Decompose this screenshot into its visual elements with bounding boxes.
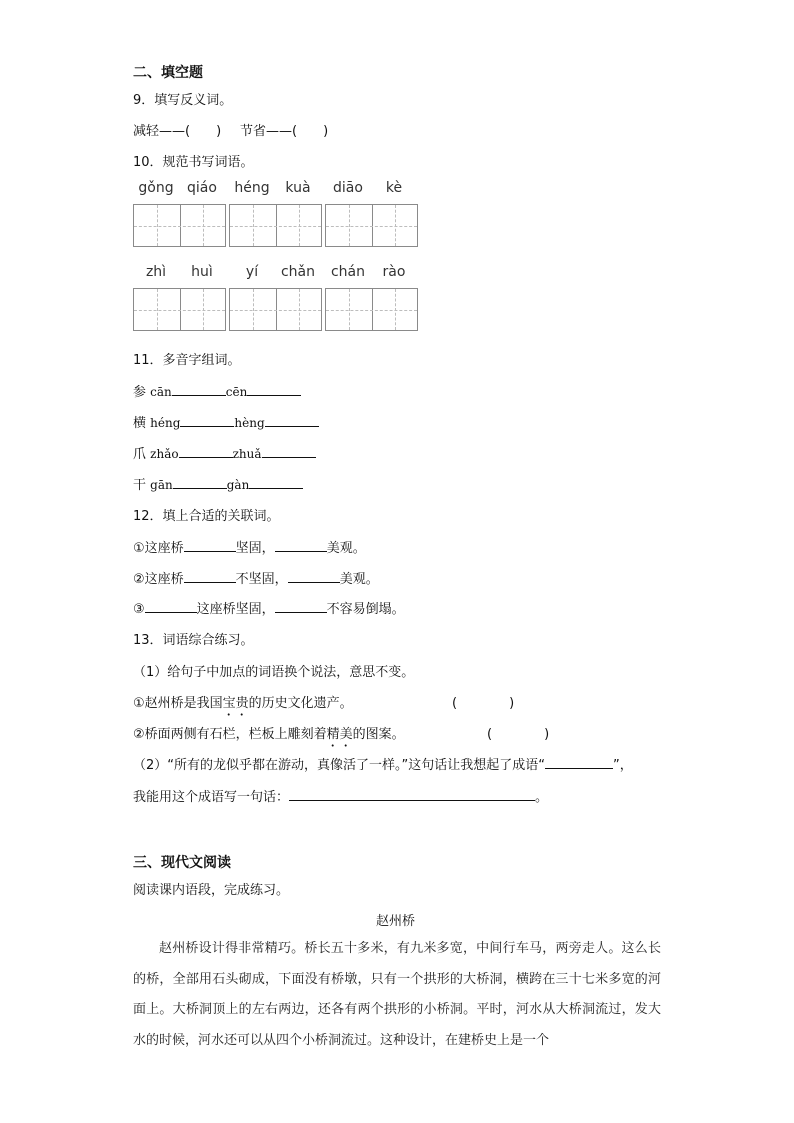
writing-grid[interactable] [133, 204, 226, 247]
q13-part1-instruction: （1）给句子中加点的词语换个说法，意思不变。 [133, 665, 415, 680]
answer-blank[interactable] [247, 383, 301, 396]
pinyin: kuà [285, 180, 311, 196]
conjunction-sentence: ①这座桥 坚固， 美观。 [133, 541, 366, 556]
q13-part2-line1: （2）“所有的龙似乎都在游动，真像活了一样。”这句话让我想起了成语“ ”， [133, 758, 633, 773]
writing-grid[interactable] [229, 288, 322, 331]
writing-grid[interactable] [325, 204, 418, 247]
answer-blank[interactable] [172, 383, 226, 396]
answer-blank[interactable] [275, 600, 327, 613]
answer-blank[interactable] [184, 570, 236, 583]
q10-prompt: 10．规范书写词语。 [133, 155, 254, 170]
answer-blank[interactable] [173, 476, 227, 489]
pinyin: chán [330, 264, 366, 280]
q11-prompt: 11．多音字组词。 [133, 353, 241, 368]
answer-paren[interactable]: ( ) [452, 696, 515, 711]
pinyin: yí [245, 264, 259, 280]
writing-grid[interactable] [229, 204, 322, 247]
writing-grid[interactable] [325, 288, 418, 331]
conjunction-sentence: ②这座桥 不坚固， 美观。 [133, 572, 379, 587]
polyphone-char: 干 [133, 478, 147, 493]
q9-prompt: 9．填写反义词。 [133, 93, 233, 108]
conjunction-sentence: ③ 这座桥坚固， 不容易倒塌。 [133, 602, 405, 617]
pinyin: huì [191, 264, 213, 280]
section-heading-reading: 三、现代文阅读 [133, 855, 231, 871]
q13-sentence-1: ①赵州桥是我国宝贵的历史文化遗产。 [133, 696, 353, 711]
polyphone-row: 参 cān cēn [133, 381, 301, 400]
section-heading-fill-blank: 二、填空题 [133, 65, 203, 81]
reading-instruction: 阅读课内语段，完成练习。 [133, 883, 290, 898]
answer-blank[interactable] [289, 788, 535, 801]
q12-prompt: 12．填上合适的关联词。 [133, 509, 280, 524]
answer-blank[interactable] [262, 445, 316, 458]
q9-item-2[interactable]: 节省——( ) [240, 124, 329, 139]
pinyin: héng [234, 180, 270, 196]
pinyin: diāo [333, 180, 363, 196]
pinyin: rào [382, 264, 406, 280]
pinyin: zhì [145, 264, 167, 280]
polyphone-char: 参 [133, 385, 147, 400]
dotted-word: 宝贵 [222, 696, 249, 711]
q13-part2-line2: 我能用这个成语写一句话： 。 [133, 790, 549, 805]
answer-blank[interactable] [180, 414, 234, 427]
q9-item-1[interactable]: 减轻——( ) [133, 124, 222, 139]
passage-title: 赵州桥 [376, 914, 416, 929]
writing-grid[interactable] [133, 288, 226, 331]
passage-text: 赵州桥设计得非常精巧。桥长五十多米，有九米多宽，中间行车马，两旁走人。这么长的桥，全部用石头砌成，下面没有桥墩，只有一个拱形的大桥洞，横跨在三十七米多宽的河面上。大桥洞顶上的左右两边，还各有两个拱形的小桥洞。平时，河水从大桥洞流过，发大水的时候，河水还可以从四个小桥洞流过。这种设计，在建桥史上是一个 [133, 941, 661, 1048]
pinyin: chǎn [280, 264, 316, 280]
answer-blank[interactable] [179, 445, 233, 458]
answer-blank[interactable] [145, 600, 197, 613]
answer-blank[interactable] [288, 570, 340, 583]
polyphone-char: 横 [133, 416, 147, 431]
answer-blank[interactable] [265, 414, 319, 427]
pinyin: qiáo [187, 180, 217, 196]
pinyin: kè [385, 180, 403, 196]
polyphone-row: 干 gān gàn [133, 474, 303, 493]
dotted-word: 精美 [326, 727, 353, 742]
polyphone-row: 爪 zhǎo zhuǎ [133, 443, 316, 462]
answer-blank[interactable] [545, 756, 613, 769]
answer-blank[interactable] [275, 539, 327, 552]
q13-sentence-2: ②桥面两侧有石栏，栏板上雕刻着精美的图案。 [133, 727, 405, 742]
pinyin: gǒng [138, 180, 174, 196]
answer-blank[interactable] [249, 476, 303, 489]
polyphone-row: 横 héng hèng [133, 412, 319, 431]
polyphone-char: 爪 [133, 447, 147, 462]
answer-paren[interactable]: ( ) [487, 727, 550, 742]
q13-prompt: 13．词语综合练习。 [133, 633, 254, 648]
answer-blank[interactable] [184, 539, 236, 552]
